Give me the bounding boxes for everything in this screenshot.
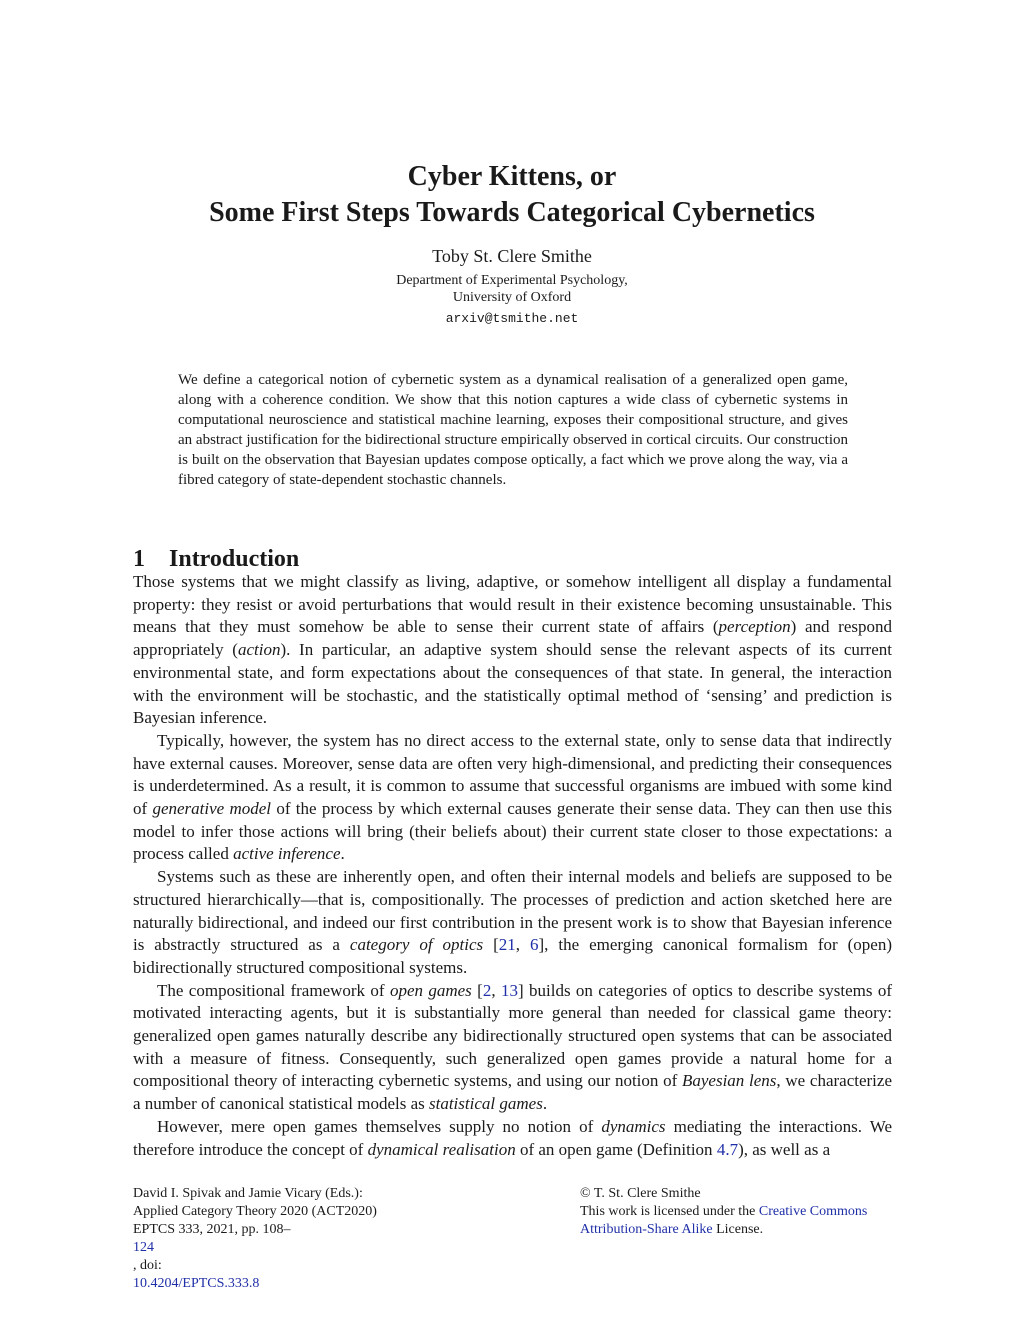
emphasis-category-of-optics: category of optics xyxy=(349,935,484,955)
affiliation xyxy=(0,272,1024,306)
paragraph-1 xyxy=(133,571,892,730)
citation-link-21[interactable]: 21 xyxy=(498,935,516,955)
text-run: Systems such as these are inherently open, and often their internal models and beliefs are supposed to be structured hierarchically—that is, compositionally. The processes of prediction and action sketched here are naturally bidirectional, and indeed our first contribution in the present work is to show that Bayesian inference is abstractly structured as a xyxy=(133,867,892,955)
emphasis-dynamical-realisation: dynamical realisation xyxy=(367,1139,516,1159)
emphasis-active-inference: active inference xyxy=(233,844,341,864)
footer-license-info xyxy=(580,1185,867,1239)
text-run: ] builds on categories of optics to describe systems of motivated interacting agents, but it is substantially more general than needed for classical game theory: generalized open games naturally describe any bidirectionally structured open systems that can be associated with a measure of fitness. Consequently, such generalized open games provide a natural home for a compositional theory of interacting cybernetic systems, and using our notion of xyxy=(133,980,893,1091)
abstract: We define a categorical notion of cybernetic system as a dynamical realisation of a generalized open game, along with a coherence condition. We show that this notion captures a wide class of cybernetic systems in computational neuroscience and statistical machine learning, exposes their compositional structure, and gives an abstract justification for the bidirectional structure empirically observed in cortical circuits. Our construction is built on the observation that Bayesian updates compose optically, a fact which we prove along the way, via a fibred category of state-dependent stochastic channels. xyxy=(178,372,848,488)
affiliation-department: Department of Experimental Psychology, xyxy=(396,273,628,288)
text-run: License. xyxy=(712,1222,764,1237)
affiliation-university: University of Oxford xyxy=(452,290,572,305)
citation-link-13[interactable]: 13 xyxy=(500,980,518,1000)
paragraph-5 xyxy=(133,1116,892,1161)
text-run: , doi: xyxy=(133,1258,162,1273)
section-heading xyxy=(133,544,299,574)
emphasis-generative-model: generative model xyxy=(152,799,272,819)
footer-publication-info xyxy=(133,1185,377,1293)
text-run: of the process by which external causes generate their sense data. They can then use this model to infer those actions will bring (their beliefs about) their current state closer to those expectations: a process called xyxy=(133,799,892,864)
footer-license-line xyxy=(580,1203,867,1221)
definition-link-4-7[interactable]: 4.7 xyxy=(716,1139,739,1159)
citation-link-6[interactable]: 6 xyxy=(529,935,539,955)
last-page-link[interactable]: 124 xyxy=(133,1240,154,1255)
emphasis-dynamics: dynamics xyxy=(601,1116,666,1136)
text-run: ) and respond appropriately ( xyxy=(133,617,892,660)
text-run: ). In particular, an adaptive system should sense the relevant aspects of its current environmental state, and form expectations about the consequences of that state. In general, the interaction with the environment will be stochastic, and the statistically optimal method of ‘sensing’ and prediction is Bayesian inference. xyxy=(133,640,892,728)
emphasis-open-games: open games xyxy=(389,980,472,1000)
paragraph-2 xyxy=(133,730,892,866)
doi-link[interactable]: 10.4204/EPTCS.333.8 xyxy=(133,1276,260,1291)
title-line-1: Cyber Kittens, or xyxy=(407,160,617,192)
text-run: EPTCS 333, 2021, pp. 108– xyxy=(133,1222,291,1237)
emphasis-statistical-games: statistical games xyxy=(429,1094,543,1114)
attribution-share-alike-link[interactable]: Attribution-Share Alike xyxy=(580,1222,713,1237)
section-number: 1 xyxy=(133,545,145,572)
emphasis-bayesian-lens: Bayesian lens xyxy=(681,1071,777,1091)
citation-link-2[interactable]: 2 xyxy=(482,980,492,1000)
text-run: , xyxy=(491,980,501,1000)
text-run: Those systems that we might classify as living, adaptive, or somehow intelligent all display a fundamental property: they resist or avoid perturbations that would result in their existence becoming unsustainable. This means that they must somehow be able to sense their current state of affairs ( xyxy=(133,572,892,637)
emphasis-perception: perception xyxy=(718,617,791,637)
text-run: However, mere open games themselves supply no notion of xyxy=(157,1116,602,1136)
paper-title xyxy=(0,159,1024,231)
text-run: . xyxy=(340,844,345,864)
text-run: ), as well as a xyxy=(738,1139,831,1159)
text-run: mediating the interactions. We therefore introduce the concept of xyxy=(133,1116,893,1159)
text-run: [ xyxy=(483,935,499,955)
title-line-2: Some First Steps Towards Categorical Cybernetics xyxy=(209,196,815,228)
body-text xyxy=(133,571,892,1161)
footer-citation xyxy=(133,1221,377,1293)
text-run: , we characterize a number of canonical statistical models as xyxy=(133,1071,892,1114)
text-run: [ xyxy=(471,980,483,1000)
paragraph-4 xyxy=(133,980,892,1116)
author-name: Toby St. Clere Smithe xyxy=(432,246,592,266)
creative-commons-link[interactable]: Creative Commons xyxy=(758,1204,868,1219)
text-run: Typically, however, the system has no direct access to the external state, only to sense data that indirectly have external causes. Moreover, sense data are often very high-dimensional, and predicting their consequences is underdetermined. As a result, it is common to assume that successful organisms are imbued with some kind of xyxy=(133,730,892,819)
author-email: arxiv@tsmithe.net xyxy=(445,311,579,326)
footer-conference: Applied Category Theory 2020 (ACT2020) xyxy=(133,1204,377,1219)
paragraph-3 xyxy=(133,866,892,980)
emphasis-action: action xyxy=(237,640,281,660)
text-run: This work is licensed under the xyxy=(580,1204,759,1219)
footer-copyright: © T. St. Clere Smithe xyxy=(580,1186,701,1201)
text-run: The compositional framework of xyxy=(157,980,390,1000)
section-title: Introduction xyxy=(169,545,300,572)
footer-license-line-2 xyxy=(580,1221,867,1239)
text-run: . xyxy=(542,1094,548,1114)
footer-editors: David I. Spivak and Jamie Vicary (Eds.): xyxy=(133,1186,363,1201)
text-run: of an open game (Definition xyxy=(515,1139,717,1159)
text-run: , xyxy=(515,935,530,955)
text-run: ], the emerging canonical formalism for (open) bidirectionally structured compositional systems. xyxy=(133,935,893,977)
